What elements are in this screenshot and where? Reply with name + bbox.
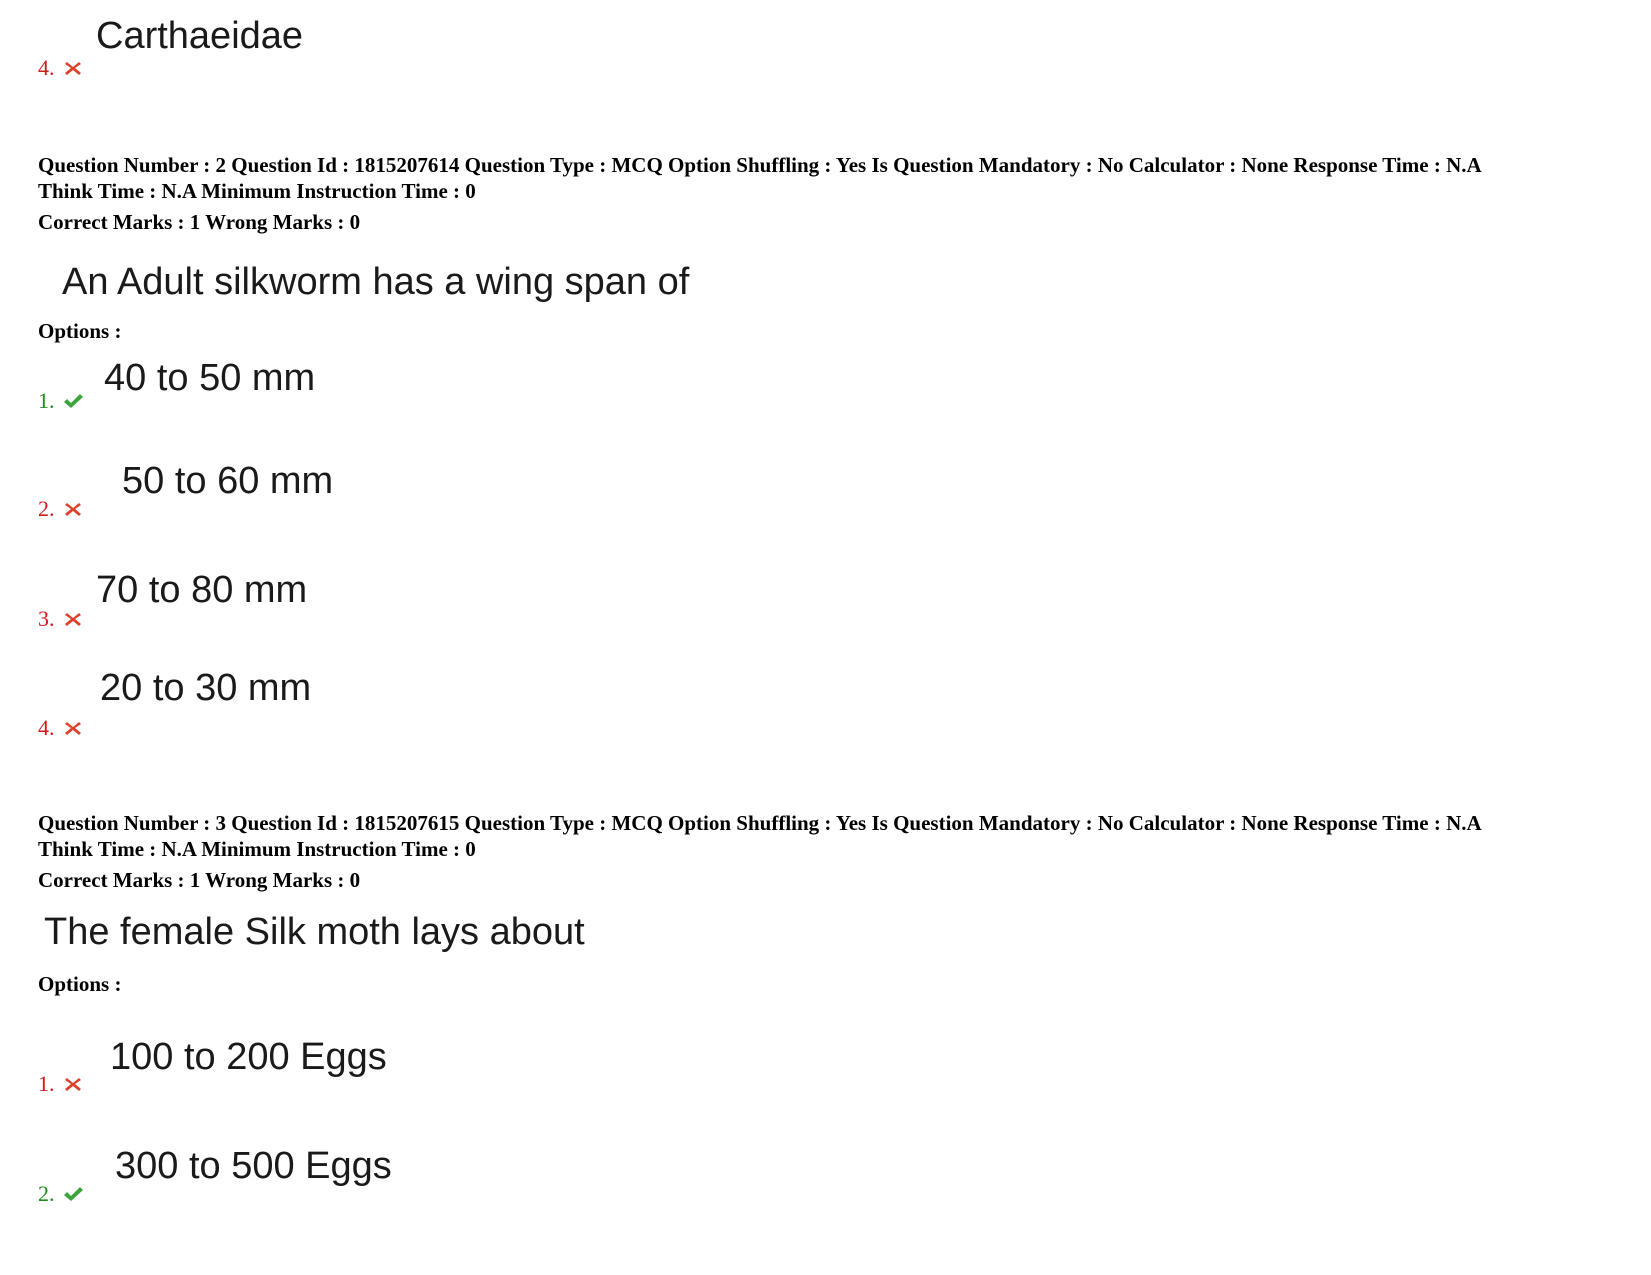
option-number: 4. bbox=[38, 55, 55, 80]
question-2-option-4-label bbox=[38, 716, 83, 740]
question-2-meta-line1: Question Number : 2 Question Id : 1815207614 Question Type : MCQ Option Shuffling : Yes Is Question Mandatory : No Calculator : None Response Time : N.A bbox=[38, 153, 1482, 177]
option-number: 1. bbox=[38, 1071, 55, 1096]
question-2-option-2-text: 50 to 60 mm bbox=[122, 460, 334, 502]
question-3-option-2-label bbox=[38, 1182, 83, 1206]
question-3-meta-line1: Question Number : 3 Question Id : 1815207615 Question Type : MCQ Option Shuffling : Yes Is Question Mandatory : No Calculator : None Response Time : N.A bbox=[38, 811, 1482, 835]
question-2-option-1-label bbox=[38, 389, 83, 413]
cross-icon bbox=[63, 610, 83, 628]
question-3-option-2-text: 300 to 500 Eggs bbox=[115, 1145, 392, 1187]
check-icon bbox=[63, 392, 83, 410]
cross-icon bbox=[63, 1075, 83, 1093]
cross-icon bbox=[63, 59, 83, 77]
question-3-option-1-label bbox=[38, 1072, 83, 1096]
prev-option-4-label bbox=[38, 56, 83, 80]
question-2-option-3-text: 70 to 80 mm bbox=[96, 569, 308, 611]
option-number: 2. bbox=[38, 496, 55, 521]
option-number: 4. bbox=[38, 715, 55, 740]
question-3-marks: Correct Marks : 1 Wrong Marks : 0 bbox=[38, 868, 361, 892]
question-2-text: An Adult silkworm has a wing span of bbox=[62, 261, 690, 303]
option-number: 1. bbox=[38, 388, 55, 413]
check-icon bbox=[63, 1185, 83, 1203]
question-2-options-heading: Options : bbox=[38, 319, 122, 343]
cross-icon bbox=[63, 719, 83, 737]
question-2-option-4-text: 20 to 30 mm bbox=[100, 667, 312, 709]
question-3-meta-line2: Think Time : N.A Minimum Instruction Time : 0 bbox=[38, 837, 476, 861]
question-2-marks: Correct Marks : 1 Wrong Marks : 0 bbox=[38, 210, 361, 234]
option-number: 3. bbox=[38, 606, 55, 631]
option-number: 2. bbox=[38, 1181, 55, 1206]
question-2-meta-line2: Think Time : N.A Minimum Instruction Time : 0 bbox=[38, 179, 476, 203]
question-2-option-2-label bbox=[38, 497, 83, 521]
question-3-options-heading: Options : bbox=[38, 972, 122, 996]
question-2-option-3-label bbox=[38, 607, 83, 631]
cross-icon bbox=[63, 500, 83, 518]
question-2-option-1-text: 40 to 50 mm bbox=[104, 357, 316, 399]
prev-option-4-text: Carthaeidae bbox=[96, 15, 304, 57]
question-3-option-1-text: 100 to 200 Eggs bbox=[110, 1036, 387, 1078]
question-3-text: The female Silk moth lays about bbox=[44, 911, 585, 953]
